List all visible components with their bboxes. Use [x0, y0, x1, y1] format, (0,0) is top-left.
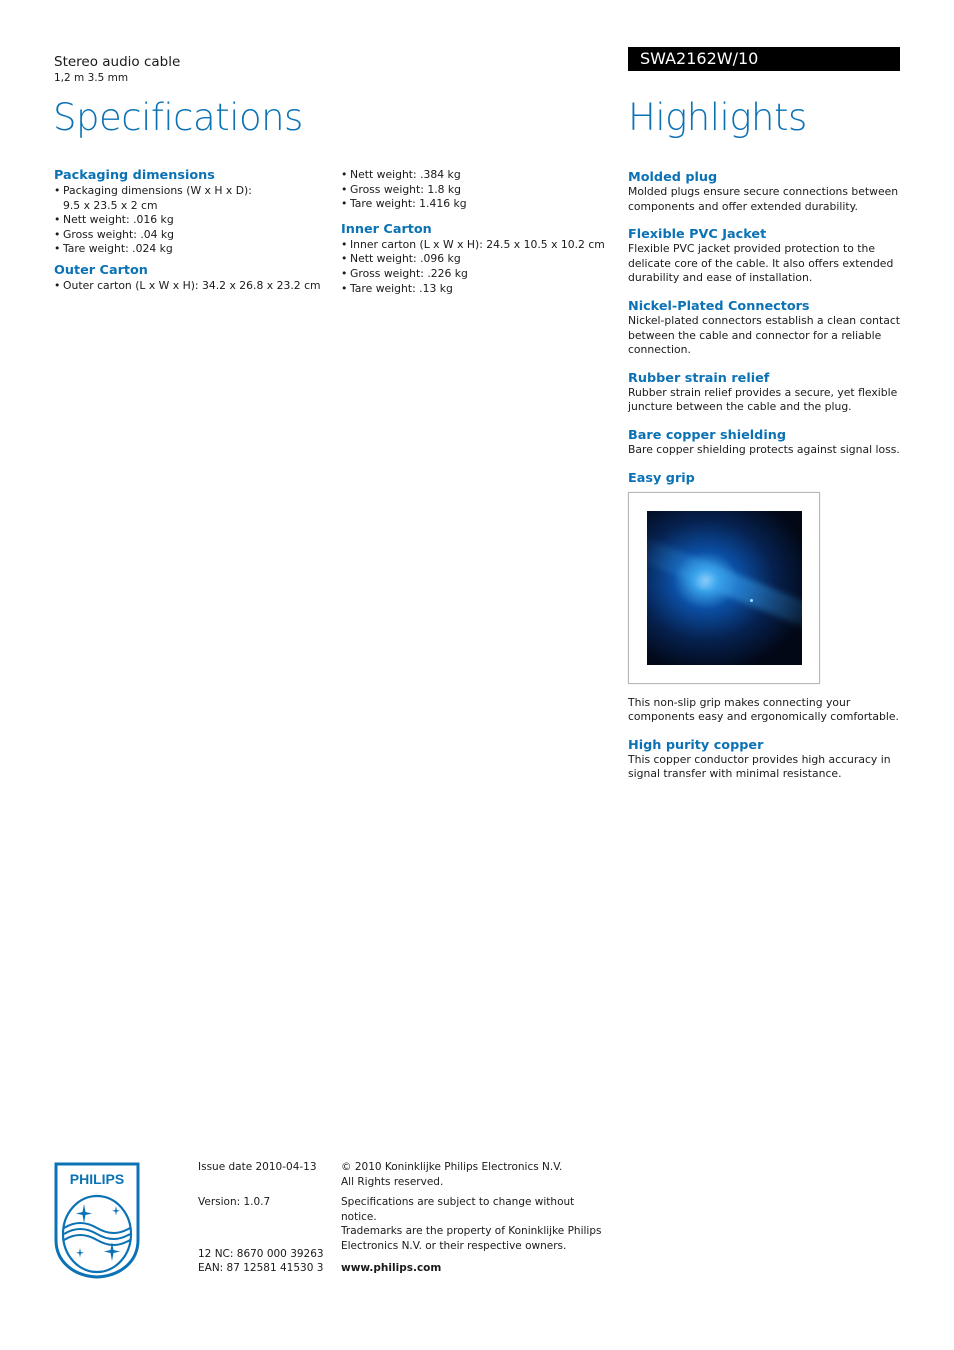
spec-heading-outer-carton: Outer Carton: [54, 262, 148, 278]
highlights-column: [628, 170, 900, 795]
specifications-title: Specifications: [53, 96, 303, 139]
spec-item: • Tare weight: .13 kg: [341, 282, 611, 297]
highlight-title: Nickel-Plated Connectors: [628, 298, 810, 314]
highlight-text: This copper conductor provides high accuracy in signal transfer with minimal resistance.: [628, 752, 891, 781]
spec-section-outer-weights: [341, 168, 611, 212]
highlight-nickel-plated-connectors: [628, 299, 900, 358]
spec-item-label: Packaging dimensions (W x H x D):: [63, 184, 252, 197]
spec-list-packaging: [54, 184, 334, 257]
spec-item: [54, 184, 334, 213]
spec-item: • Nett weight: .384 kg: [341, 168, 611, 183]
highlight-title: Molded plug: [628, 170, 718, 185]
spec-heading-packaging: Packaging dimensions: [54, 168, 215, 183]
spec-list-inner-carton: [341, 238, 611, 296]
highlight-text: Bare copper shielding protects against signal loss.: [628, 442, 900, 456]
highlight-text: Rubber strain relief provides a secure, yet flexible juncture between the cable and the plug.: [628, 385, 898, 414]
spec-item: • Gross weight: .04 kg: [54, 228, 334, 243]
spec-item: • Nett weight: .016 kg: [54, 213, 334, 228]
highlight-text: Nickel-plated connectors establish a clean contact between the cable and connector for a reliable connection.: [628, 313, 900, 357]
spec-section-outer-carton: [54, 263, 334, 294]
spec-item: • Tare weight: 1.416 kg: [341, 197, 611, 212]
highlight-text: Flexible PVC jacket provided protection to the delicate core of the cable. It also offers extended durability and ease of installation.: [628, 242, 894, 285]
spec-section-inner-carton: [341, 222, 611, 296]
highlight-molded-plug: [628, 170, 900, 214]
spec-item-value: 9.5 x 23.5 x 2 cm: [63, 198, 158, 212]
highlight-text: This non-slip grip makes connecting your components easy and ergonomically comfortable.: [628, 695, 899, 724]
product-photo-frame: [628, 492, 820, 684]
product-photo: [647, 511, 802, 665]
highlight-flexible-pvc-jacket: [628, 227, 900, 286]
specs-column-left: [54, 168, 334, 300]
spec-heading-inner-carton: Inner Carton: [341, 221, 432, 237]
photo-light-dot: [750, 599, 753, 602]
ean-number: EAN: 87 12581 41530 3: [198, 1262, 324, 1274]
philips-shield-logo-icon: [54, 1162, 140, 1279]
version: Version: 1.0.7: [198, 1196, 271, 1208]
copyright: [341, 1160, 601, 1189]
spec-notice-line: Trademarks are the property of Koninklijke Philips: [341, 1225, 602, 1238]
copyright-line: © 2010 Koninklijke Philips Electronics N.V.: [341, 1161, 563, 1173]
spec-list-outer-weights: [341, 168, 611, 212]
spec-item: • Gross weight: .226 kg: [341, 267, 611, 282]
product-name: Stereo audio cable: [54, 54, 181, 70]
spec-item: • Outer carton (L x W x H): 34.2 x 26.8 x 23.2 cm: [54, 279, 334, 294]
photo-light-streak: [647, 534, 802, 635]
spec-notice: [341, 1195, 606, 1253]
spec-item: • Gross weight: 1.8 kg: [341, 183, 611, 198]
spec-notice-line: Specifications are subject to change without notice.: [341, 1196, 575, 1223]
highlight-title: High purity copper: [628, 737, 764, 753]
website-link[interactable]: www.philips.com: [341, 1262, 442, 1274]
model-number-bar: SWA2162W/10: [628, 47, 900, 71]
spec-item: • Tare weight: .024 kg: [54, 242, 334, 257]
product-variant: 1,2 m 3.5 mm: [54, 72, 129, 84]
copyright-line: All Rights reserved.: [341, 1175, 444, 1188]
nc-number: 12 NC: 8670 000 39263: [198, 1248, 324, 1260]
highlight-title: Rubber strain relief: [628, 370, 770, 386]
spec-section-packaging: [54, 168, 334, 257]
issue-date: Issue date 2010-04-13: [198, 1161, 317, 1173]
spec-item: • Nett weight: .096 kg: [341, 252, 611, 267]
spec-list-outer-carton: [54, 279, 334, 294]
highlight-easy-grip: [628, 471, 900, 725]
logo-wordmark: PHILIPS: [69, 1171, 125, 1187]
highlight-title: Bare copper shielding: [628, 427, 786, 443]
highlight-title: Flexible PVC Jacket: [628, 227, 767, 243]
spec-notice-line: Electronics N.V. or their respective owners.: [341, 1239, 567, 1252]
highlights-title: Highlights: [628, 96, 807, 139]
highlight-rubber-strain-relief: [628, 371, 900, 415]
highlight-bare-copper-shielding: [628, 428, 900, 458]
highlight-text: Molded plugs ensure secure connections between components and offer extended durability.: [628, 185, 899, 213]
specs-column-right: [341, 168, 611, 302]
spec-item: • Inner carton (L x W x H): 24.5 x 10.5 x 10.2 cm: [341, 238, 611, 253]
highlight-title: Easy grip: [628, 470, 695, 486]
highlight-high-purity-copper: [628, 738, 900, 782]
